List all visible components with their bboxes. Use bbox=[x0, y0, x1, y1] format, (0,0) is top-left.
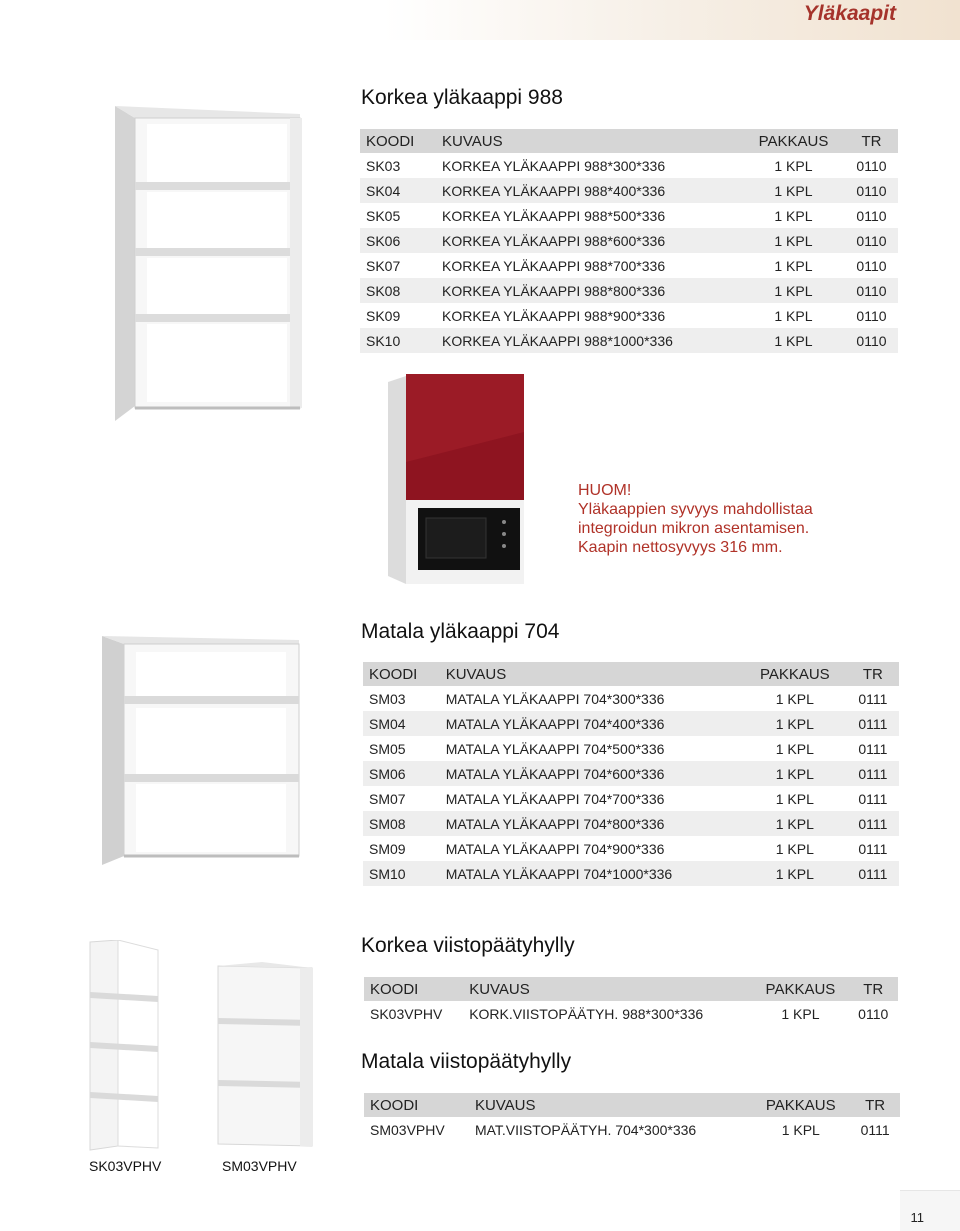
description-cell: MATALA YLÄKAAPPI 704*800*336 bbox=[440, 811, 743, 836]
tr-cell: 0110 bbox=[845, 178, 898, 203]
code-cell: SK08 bbox=[360, 278, 436, 303]
note-line: Yläkaappien syvyys mahdollistaa bbox=[578, 501, 813, 518]
column-header: TR bbox=[845, 129, 898, 153]
column-header: PAKKAUS bbox=[742, 129, 845, 153]
tr-cell: 0110 bbox=[845, 228, 898, 253]
column-header: KOODI bbox=[364, 977, 463, 1001]
description-cell: KORKEA YLÄKAAPPI 988*1000*336 bbox=[436, 328, 742, 353]
code-cell: SM03VPHV bbox=[364, 1117, 469, 1142]
code-cell: SK05 bbox=[360, 203, 436, 228]
column-header: KOODI bbox=[360, 129, 436, 153]
column-header: KUVAUS bbox=[463, 977, 752, 1001]
table-row bbox=[360, 328, 898, 353]
tall-corner-shelf-image bbox=[82, 940, 167, 1155]
code-cell: SM05 bbox=[363, 736, 440, 761]
code-cell: SM08 bbox=[363, 811, 440, 836]
column-header: KUVAUS bbox=[440, 662, 743, 686]
tall-cabinet-image bbox=[105, 96, 315, 426]
table-row bbox=[364, 1117, 900, 1142]
table-row bbox=[363, 811, 899, 836]
tr-cell: 0111 bbox=[847, 786, 899, 811]
table-row bbox=[363, 711, 899, 736]
package-cell: 1 KPL bbox=[751, 1117, 850, 1142]
description-cell: KORKEA YLÄKAAPPI 988*400*336 bbox=[436, 178, 742, 203]
column-header: KOODI bbox=[363, 662, 440, 686]
section-title-tall: Korkea yläkaappi 988 bbox=[361, 86, 563, 109]
low-cabinet-image bbox=[94, 630, 309, 870]
tr-cell: 0111 bbox=[847, 686, 899, 711]
code-cell: SK10 bbox=[360, 328, 436, 353]
tr-cell: 0111 bbox=[847, 811, 899, 836]
column-header: KUVAUS bbox=[469, 1093, 751, 1117]
tr-cell: 0111 bbox=[847, 736, 899, 761]
page-number: 11 bbox=[910, 1210, 924, 1225]
description-cell: KORK.VIISTOPÄÄTYH. 988*300*336 bbox=[463, 1001, 752, 1026]
description-cell: KORKEA YLÄKAAPPI 988*500*336 bbox=[436, 203, 742, 228]
description-cell: MATALA YLÄKAAPPI 704*600*336 bbox=[440, 761, 743, 786]
table-row bbox=[360, 303, 898, 328]
code-cell: SK04 bbox=[360, 178, 436, 203]
tr-cell: 0110 bbox=[845, 303, 898, 328]
table-header-row bbox=[364, 977, 898, 1001]
table-row bbox=[360, 178, 898, 203]
image-caption-right: SM03VPHV bbox=[222, 1158, 297, 1174]
code-cell: SM06 bbox=[363, 761, 440, 786]
tr-cell: 0111 bbox=[847, 711, 899, 736]
package-cell: 1 KPL bbox=[743, 711, 847, 736]
note-line: Kaapin nettosyvyys 316 mm. bbox=[578, 539, 783, 556]
description-cell: MATALA YLÄKAAPPI 704*700*336 bbox=[440, 786, 743, 811]
code-cell: SK07 bbox=[360, 253, 436, 278]
column-header: PAKKAUS bbox=[752, 977, 848, 1001]
package-cell: 1 KPL bbox=[743, 736, 847, 761]
tr-cell: 0110 bbox=[848, 1001, 898, 1026]
tr-cell: 0110 bbox=[845, 203, 898, 228]
description-cell: KORKEA YLÄKAAPPI 988*600*336 bbox=[436, 228, 742, 253]
package-cell: 1 KPL bbox=[742, 278, 845, 303]
package-cell: 1 KPL bbox=[752, 1001, 848, 1026]
column-header: PAKKAUS bbox=[751, 1093, 850, 1117]
table-header-row bbox=[360, 129, 898, 153]
code-cell: SM09 bbox=[363, 836, 440, 861]
description-cell: KORKEA YLÄKAAPPI 988*700*336 bbox=[436, 253, 742, 278]
product-table-tall-corner bbox=[364, 977, 898, 1026]
package-cell: 1 KPL bbox=[742, 203, 845, 228]
code-cell: SK06 bbox=[360, 228, 436, 253]
table-header-row bbox=[363, 662, 899, 686]
column-header: TR bbox=[848, 977, 898, 1001]
table-row bbox=[363, 861, 899, 886]
description-cell: KORKEA YLÄKAAPPI 988*800*336 bbox=[436, 278, 742, 303]
description-cell: MATALA YLÄKAAPPI 704*400*336 bbox=[440, 711, 743, 736]
product-table-low bbox=[363, 662, 899, 886]
red-cabinet-microwave-image bbox=[384, 372, 534, 590]
tr-cell: 0110 bbox=[845, 253, 898, 278]
code-cell: SK03VPHV bbox=[364, 1001, 463, 1026]
code-cell: SM03 bbox=[363, 686, 440, 711]
package-cell: 1 KPL bbox=[743, 836, 847, 861]
package-cell: 1 KPL bbox=[742, 328, 845, 353]
low-corner-shelf-image bbox=[212, 962, 327, 1152]
code-cell: SK09 bbox=[360, 303, 436, 328]
column-header: KUVAUS bbox=[436, 129, 742, 153]
table-row bbox=[363, 736, 899, 761]
table-row bbox=[360, 153, 898, 178]
column-header: TR bbox=[850, 1093, 900, 1117]
description-cell: KORKEA YLÄKAAPPI 988*300*336 bbox=[436, 153, 742, 178]
description-cell: MATALA YLÄKAAPPI 704*500*336 bbox=[440, 736, 743, 761]
table-row bbox=[363, 836, 899, 861]
code-cell: SM07 bbox=[363, 786, 440, 811]
package-cell: 1 KPL bbox=[742, 253, 845, 278]
code-cell: SM10 bbox=[363, 861, 440, 886]
column-header: PAKKAUS bbox=[743, 662, 847, 686]
section-title-low-corner: Matala viistopäätyhylly bbox=[361, 1050, 572, 1073]
package-cell: 1 KPL bbox=[742, 178, 845, 203]
package-cell: 1 KPL bbox=[742, 303, 845, 328]
table-row bbox=[363, 761, 899, 786]
note-line: integroidun mikron asentamisen. bbox=[578, 520, 810, 537]
section-title-tall-corner: Korkea viistopäätyhylly bbox=[361, 934, 575, 957]
product-table-tall bbox=[360, 129, 898, 353]
image-caption-left: SK03VPHV bbox=[89, 1158, 162, 1174]
column-header: TR bbox=[847, 662, 899, 686]
tr-cell: 0110 bbox=[845, 328, 898, 353]
description-cell: MATALA YLÄKAAPPI 704*300*336 bbox=[440, 686, 743, 711]
page-header-title: Yläkaapit bbox=[803, 2, 896, 25]
package-cell: 1 KPL bbox=[743, 811, 847, 836]
description-cell: KORKEA YLÄKAAPPI 988*900*336 bbox=[436, 303, 742, 328]
description-cell: MATALA YLÄKAAPPI 704*1000*336 bbox=[440, 861, 743, 886]
tr-cell: 0110 bbox=[845, 278, 898, 303]
package-cell: 1 KPL bbox=[743, 761, 847, 786]
table-row bbox=[360, 228, 898, 253]
package-cell: 1 KPL bbox=[743, 786, 847, 811]
tr-cell: 0111 bbox=[847, 836, 899, 861]
column-header: KOODI bbox=[364, 1093, 469, 1117]
note-heading: HUOM! bbox=[578, 482, 632, 499]
package-cell: 1 KPL bbox=[743, 861, 847, 886]
package-cell: 1 KPL bbox=[742, 153, 845, 178]
tr-cell: 0110 bbox=[845, 153, 898, 178]
code-cell: SK03 bbox=[360, 153, 436, 178]
description-cell: MAT.VIISTOPÄÄTYH. 704*300*336 bbox=[469, 1117, 751, 1142]
table-row bbox=[360, 278, 898, 303]
note-text bbox=[578, 481, 813, 557]
table-row bbox=[363, 686, 899, 711]
package-cell: 1 KPL bbox=[743, 686, 847, 711]
tr-cell: 0111 bbox=[847, 861, 899, 886]
table-row bbox=[360, 253, 898, 278]
page-number-box bbox=[900, 1190, 960, 1231]
section-title-low: Matala yläkaappi 704 bbox=[361, 620, 560, 643]
product-table-low-corner bbox=[364, 1093, 900, 1142]
code-cell: SM04 bbox=[363, 711, 440, 736]
tr-cell: 0111 bbox=[847, 761, 899, 786]
table-row bbox=[364, 1001, 898, 1026]
table-header-row bbox=[364, 1093, 900, 1117]
description-cell: MATALA YLÄKAAPPI 704*900*336 bbox=[440, 836, 743, 861]
package-cell: 1 KPL bbox=[742, 228, 845, 253]
table-row bbox=[360, 203, 898, 228]
table-row bbox=[363, 786, 899, 811]
tr-cell: 0111 bbox=[850, 1117, 900, 1142]
